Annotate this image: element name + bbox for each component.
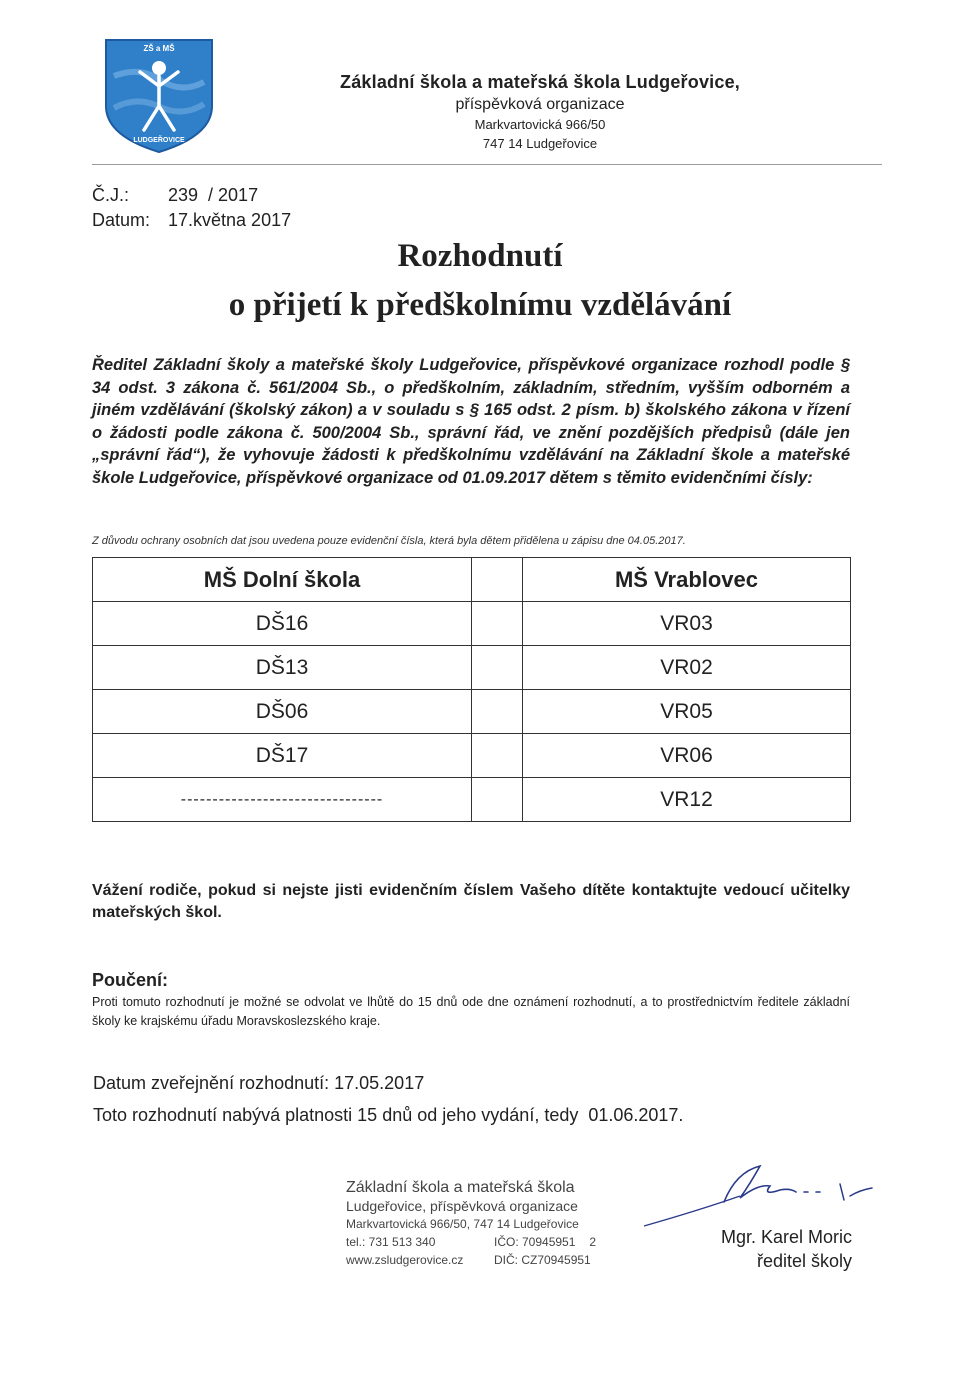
page-subtitle: o přijetí k předškolnímu vzdělávání	[228, 287, 732, 323]
table-cell: VR06	[523, 734, 851, 778]
validity-note: Toto rozhodnutí nabývá platnosti 15 dnů od jeho vydání, tedy 01.06.2017.	[93, 1105, 684, 1125]
table-header-row	[93, 558, 851, 602]
table-cell: VR12	[523, 778, 851, 822]
column-header-dolni-skola: MŠ Dolní škola	[93, 558, 472, 602]
table-row	[93, 646, 851, 690]
table-gap-cell	[472, 734, 523, 778]
table-cell: VR05	[523, 690, 851, 734]
table-gap-cell	[472, 646, 523, 690]
school-logo	[100, 36, 218, 154]
privacy-note: Z důvodu ochrany osobních dat jsou uvedena pouze evidenční čísla, která byla dětem přidělena u zápisu dne 04.05.2017.	[92, 535, 686, 547]
table-cell: DŠ16	[93, 602, 472, 646]
org-type: příspěvková organizace	[455, 96, 625, 113]
instruction-heading: Poučení:	[92, 970, 169, 990]
table-cell: DŠ17	[93, 734, 472, 778]
school-stamp	[346, 1179, 608, 1267]
decision-text: Ředitel Základní školy a mateřské školy Ludgeřovice, příspěvkové organizace rozhodl podle § 34 odst. 3 zákona č. 561/2004 Sb., o předškolním, základním, středním, vyšším odborném a jiném vzdělávání (školský zákon) a v souladu s § 165 odst. 2 písm. b) školského zákona v řízení o žádosti podle zákona č. 500/2004 Sb., správní řád, ve znění pozdějších předpisů (dále jen „správní řád“), že vyhovuje žádosti k předškolnímu vzdělávání na Základní škole a mateřské škole Ludgeřovice, příspěvkové organizace od 01.09.2017 dětem s těmito evidenčními čísly:	[92, 356, 850, 487]
table-row	[93, 778, 851, 822]
stamp-line2: Ludgeřovice, příspěvková organizace	[346, 1198, 578, 1214]
school-name: Základní škola a mateřská škola Ludgeřovice,	[340, 72, 740, 92]
table-row	[93, 690, 851, 734]
signer-name: Mgr. Karel Moric	[720, 1227, 852, 1247]
column-gap	[472, 558, 523, 602]
school-header	[300, 72, 780, 152]
logo-bottom-text: LUDGEŘOVICE	[133, 137, 185, 144]
table-cell: VR03	[523, 602, 851, 646]
table-gap-cell	[472, 690, 523, 734]
column-header-vrablovec: MŠ Vrablovec	[523, 558, 851, 602]
stamp-ico-suffix: 2	[589, 1235, 597, 1249]
stamp-line3: Markvartovická 966/50, 747 14 Ludgeřovice	[346, 1217, 579, 1231]
date-label: Datum:	[92, 210, 151, 230]
stamp-line1: Základní škola a mateřská škola	[346, 1179, 575, 1196]
table-cell: DŠ13	[93, 646, 472, 690]
stamp-phone: tel.: 731 513 340	[346, 1235, 436, 1249]
table-gap-cell	[472, 778, 523, 822]
signer-block	[704, 1225, 852, 1273]
logo-top-text: ZŠ a MŠ	[143, 44, 175, 53]
cj-label: Č.J.:	[92, 185, 130, 205]
page-title: Rozhodnutí	[397, 238, 563, 274]
handwritten-signature	[640, 1160, 880, 1230]
table-cell: DŠ06	[93, 690, 472, 734]
publication-date: Datum zveřejnění rozhodnutí: 17.05.2017	[93, 1073, 425, 1093]
signer-role: ředitel školy	[756, 1251, 852, 1271]
table-row	[93, 602, 851, 646]
stamp-dic: DIČ: CZ70945951	[494, 1253, 591, 1267]
table-cell: VR02	[523, 646, 851, 690]
header-divider	[92, 164, 882, 165]
admitted-children-table	[92, 557, 851, 822]
reference-block	[92, 183, 291, 233]
address-city: 747 14 Ludgeřovice	[482, 136, 598, 151]
date-value: 17.května 2017	[168, 210, 292, 230]
parents-note: Vážení rodiče, pokud si nejste jisti evidenčním číslem Vašeho dítěte kontaktujte vedoucí učitelky mateřských škol.	[92, 882, 850, 921]
table-cell: --------------------------------	[93, 778, 472, 822]
instruction-text: Proti tomuto rozhodnutí je možné se odvolat ve lhůtě do 15 dnů ode dne oznámení rozhodnutí, a to prostřednictvím ředitele základní školy ke krajskému úřadu Moravskoslezského kraje.	[92, 995, 850, 1028]
table-row	[93, 734, 851, 778]
stamp-web: www.zsludgerovice.cz	[346, 1253, 464, 1267]
table-gap-cell	[472, 602, 523, 646]
cj-value: 239 / 2017	[168, 185, 259, 205]
stamp-ico: IČO: 70945951	[494, 1235, 576, 1249]
address-street: Markvartovická 966/50	[474, 117, 606, 132]
